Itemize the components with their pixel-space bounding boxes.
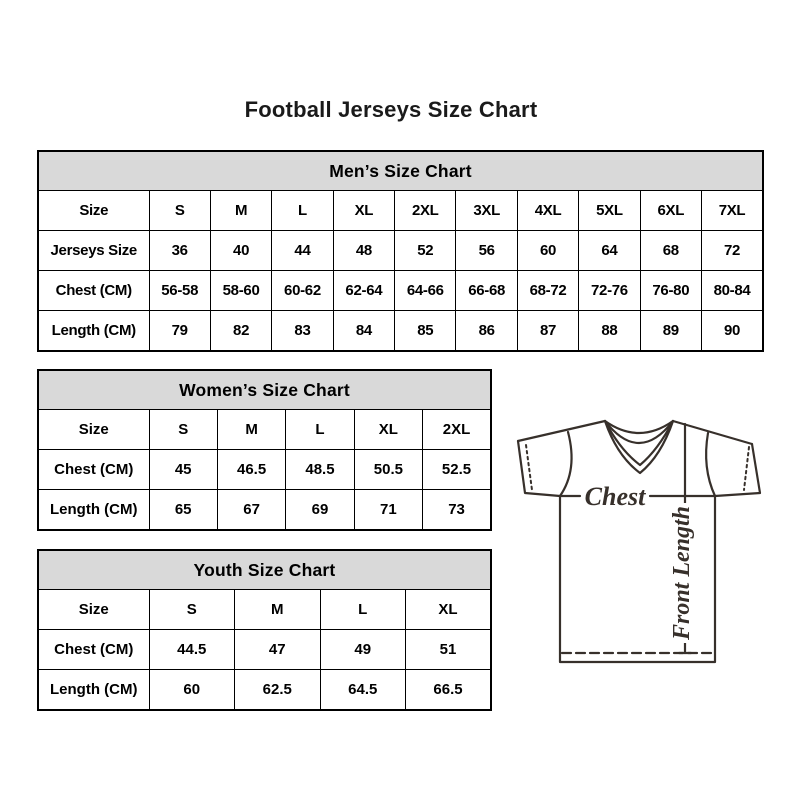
cell-value: M	[235, 590, 321, 630]
cell-value: M	[210, 191, 271, 231]
cell-value: 6XL	[640, 191, 701, 231]
jersey-diagram-svg	[498, 408, 778, 672]
cell-value: 69	[286, 490, 354, 531]
youth-size-chart-table	[37, 549, 492, 711]
cell-value: 82	[210, 311, 271, 352]
cell-value: 52.5	[423, 450, 491, 490]
cell-value: 56-58	[149, 271, 210, 311]
row-label: Length (CM)	[38, 490, 149, 531]
front-length-label: Front Length	[669, 505, 695, 641]
row-label: Chest (CM)	[38, 271, 149, 311]
row-label: Jerseys Size	[38, 231, 149, 271]
cell-value: 79	[149, 311, 210, 352]
cell-value: S	[149, 410, 217, 450]
cell-value: 46.5	[217, 450, 285, 490]
table-row	[38, 630, 491, 670]
cell-value: 48.5	[286, 450, 354, 490]
cell-value: 66-68	[456, 271, 517, 311]
left-sleeve-cuff	[518, 441, 560, 496]
cell-value: 71	[354, 490, 422, 531]
cell-value: 40	[210, 231, 271, 271]
left-armhole-curve	[560, 432, 572, 496]
cell-value: 4XL	[517, 191, 578, 231]
cell-value: 68	[640, 231, 701, 271]
row-label: Length (CM)	[38, 670, 149, 711]
cell-value: 72	[702, 231, 763, 271]
cell-value: 2XL	[423, 410, 491, 450]
table-header-row	[38, 370, 491, 410]
cell-value: M	[217, 410, 285, 450]
table-header-row	[38, 151, 763, 191]
cell-value: 7XL	[702, 191, 763, 231]
table-header-row	[38, 550, 491, 590]
right-cuff-dotted-line	[744, 447, 749, 490]
table-row	[38, 311, 763, 352]
cell-value: L	[320, 590, 406, 630]
cell-value: 51	[406, 630, 492, 670]
cell-value: 60	[517, 231, 578, 271]
cell-value: 72-76	[579, 271, 640, 311]
cell-value: 47	[235, 630, 321, 670]
row-label: Size	[38, 590, 149, 630]
row-label: Size	[38, 191, 149, 231]
table-row	[38, 231, 763, 271]
cell-value: 52	[395, 231, 456, 271]
cell-value: 67	[217, 490, 285, 531]
womens-size-chart-table	[37, 369, 492, 531]
cell-value: 66.5	[406, 670, 492, 711]
cell-value: 73	[423, 490, 491, 531]
chest-label: Chest	[584, 482, 646, 511]
cell-value: 76-80	[640, 271, 701, 311]
jersey-measurement-diagram	[498, 408, 778, 672]
jersey-outline	[518, 421, 760, 662]
cell-value: 56	[456, 231, 517, 271]
cell-value: XL	[354, 410, 422, 450]
cell-value: 2XL	[395, 191, 456, 231]
page-title: Football Jerseys Size Chart	[244, 97, 538, 122]
cell-value: 88	[579, 311, 640, 352]
cell-value: 58-60	[210, 271, 271, 311]
cell-value: L	[272, 191, 333, 231]
mens-table-title: Men’s Size Chart	[38, 151, 763, 191]
cell-value: L	[286, 410, 354, 450]
left-shoulder-line	[518, 421, 605, 441]
cell-value: 84	[333, 311, 394, 352]
cell-value: 90	[702, 311, 763, 352]
row-label: Chest (CM)	[38, 450, 149, 490]
cell-value: 68-72	[517, 271, 578, 311]
cell-value: 85	[395, 311, 456, 352]
youth-table-title: Youth Size Chart	[38, 550, 491, 590]
table-row	[38, 590, 491, 630]
cell-value: 83	[272, 311, 333, 352]
cell-value: 60-62	[272, 271, 333, 311]
cell-value: 36	[149, 231, 210, 271]
table-row	[38, 450, 491, 490]
cell-value: 49	[320, 630, 406, 670]
mens-size-chart-table	[37, 150, 764, 352]
cell-value: 80-84	[702, 271, 763, 311]
cell-value: 44	[272, 231, 333, 271]
cell-value: 60	[149, 670, 235, 711]
cell-value: 89	[640, 311, 701, 352]
cell-value: 64-66	[395, 271, 456, 311]
left-cuff-dotted-line	[526, 445, 532, 490]
cell-value: 64	[579, 231, 640, 271]
cell-value: 64.5	[320, 670, 406, 711]
table-row	[38, 490, 491, 531]
cell-value: 62.5	[235, 670, 321, 711]
right-armhole-curve	[706, 433, 715, 496]
table-row	[38, 191, 763, 231]
cell-value: S	[149, 191, 210, 231]
table-row	[38, 410, 491, 450]
cell-value: 65	[149, 490, 217, 531]
cell-value: 87	[517, 311, 578, 352]
right-sleeve-cuff	[715, 444, 760, 496]
table-row	[38, 670, 491, 711]
cell-value: 48	[333, 231, 394, 271]
cell-value: XL	[406, 590, 492, 630]
cell-value: 86	[456, 311, 517, 352]
cell-value: 50.5	[354, 450, 422, 490]
cell-value: 3XL	[456, 191, 517, 231]
cell-value: 5XL	[579, 191, 640, 231]
womens-table-title: Women’s Size Chart	[38, 370, 491, 410]
row-label: Length (CM)	[38, 311, 149, 352]
row-label: Chest (CM)	[38, 630, 149, 670]
cell-value: 44.5	[149, 630, 235, 670]
cell-value: 45	[149, 450, 217, 490]
cell-value: 62-64	[333, 271, 394, 311]
cell-value: XL	[333, 191, 394, 231]
table-row	[38, 271, 763, 311]
row-label: Size	[38, 410, 149, 450]
cell-value: S	[149, 590, 235, 630]
